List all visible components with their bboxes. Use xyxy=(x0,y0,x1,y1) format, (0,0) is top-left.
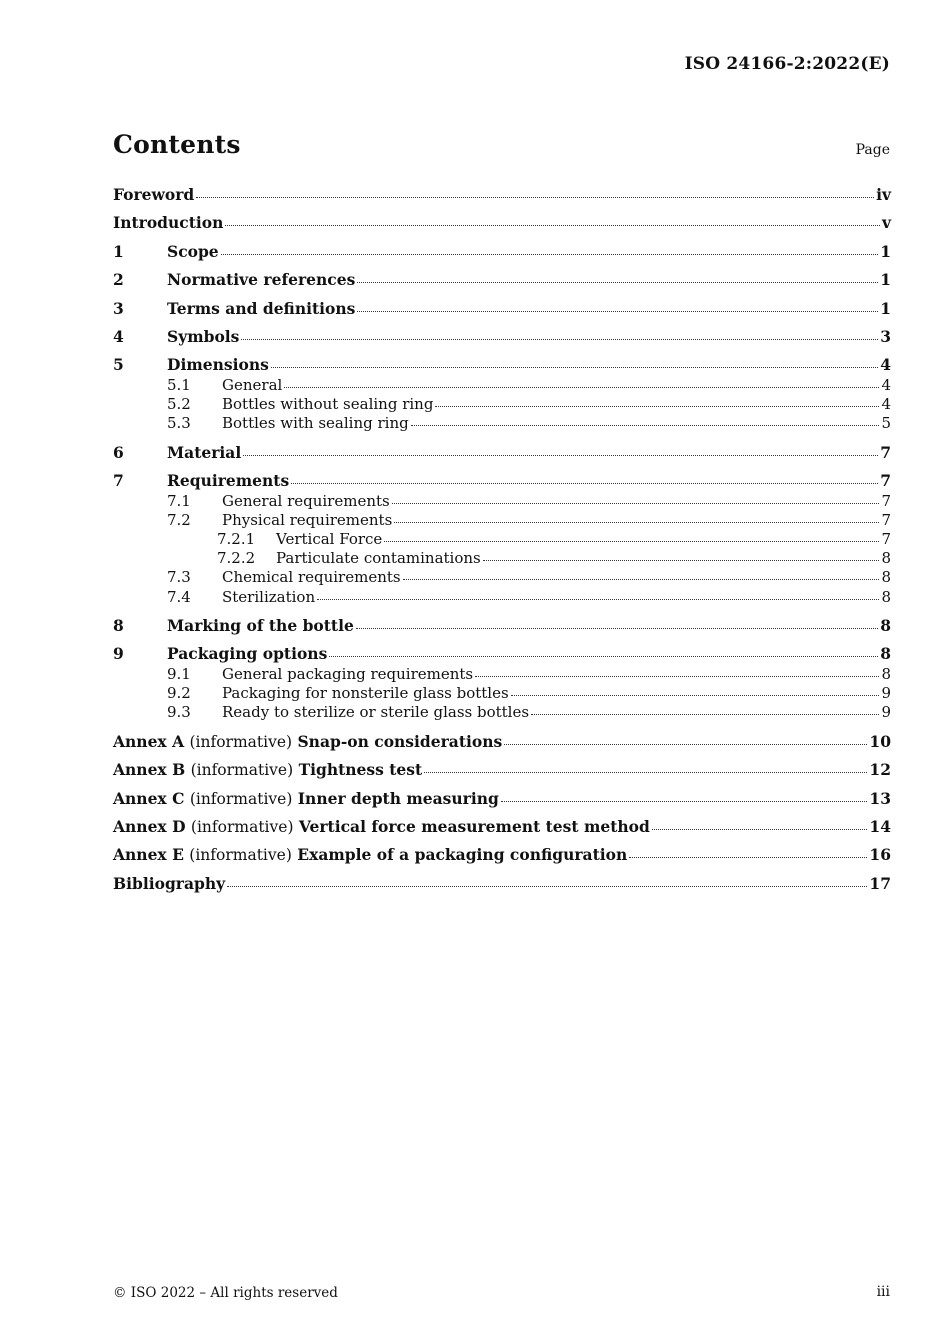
toc-entry-title: Vertical Force xyxy=(276,530,383,548)
toc-entry-page: 16 xyxy=(869,845,891,865)
toc-entry-number: 9.2 xyxy=(167,684,191,703)
toc-entry-number: 7.3 xyxy=(167,568,191,587)
dot-leader xyxy=(243,454,878,456)
toc-entry[interactable] xyxy=(113,185,891,204)
toc-entry-page: 7 xyxy=(880,442,891,462)
toc-entry[interactable] xyxy=(113,874,891,893)
toc-entry[interactable] xyxy=(113,616,891,635)
toc-entry-title: Symbols xyxy=(167,327,240,346)
toc-entry[interactable] xyxy=(113,299,891,318)
toc-entry-page: v xyxy=(881,213,891,233)
toc-entry-page: 7 xyxy=(881,491,891,510)
dot-leader xyxy=(329,655,878,657)
toc-entry-page: 8 xyxy=(880,644,891,664)
dot-leader xyxy=(504,743,867,745)
dot-leader xyxy=(652,828,868,830)
dot-leader xyxy=(227,885,867,887)
page-column-label: Page xyxy=(855,142,890,158)
dot-leader xyxy=(501,800,868,802)
toc-entry-title: Chemical requirements xyxy=(222,568,401,587)
toc-entry-title: Introduction xyxy=(113,213,224,233)
dot-leader xyxy=(629,856,867,858)
annex-type: (informative) xyxy=(189,732,293,751)
dot-leader xyxy=(384,540,879,542)
dot-leader xyxy=(356,627,878,629)
toc-entry-page: 3 xyxy=(880,327,891,346)
toc-entry-title: Scope xyxy=(167,241,219,261)
dot-leader xyxy=(196,196,874,198)
toc-entry-title: Particulate contaminations xyxy=(276,549,481,568)
dot-leader xyxy=(475,675,879,677)
toc-entry-page: 1 xyxy=(880,298,891,318)
toc-entry-page: 4 xyxy=(880,355,891,375)
toc-entry-page: 12 xyxy=(869,760,891,780)
page-title: Contents xyxy=(113,130,241,159)
dot-leader xyxy=(225,224,880,226)
copyright-notice: © ISO 2022 – All rights reserved xyxy=(113,1285,338,1301)
dot-leader xyxy=(511,694,880,696)
toc-entry-number: 7.2.2 xyxy=(217,549,256,568)
toc-annex-heading xyxy=(113,732,502,751)
toc-entry[interactable] xyxy=(113,817,891,836)
toc-entry-page: 8 xyxy=(881,587,891,606)
toc-entry[interactable] xyxy=(113,355,891,374)
annex-label: Annex B xyxy=(113,760,186,780)
toc-entry[interactable] xyxy=(113,644,891,663)
toc-entry-page: 9 xyxy=(881,684,891,703)
dot-leader xyxy=(241,338,878,340)
toc-entry-page: 8 xyxy=(881,664,891,683)
toc-entry-title: General packaging requirements xyxy=(222,664,474,683)
annex-label: Annex E xyxy=(113,845,184,865)
toc-entry-page: iv xyxy=(876,185,891,204)
toc-entry-number: 7.4 xyxy=(167,587,191,606)
toc-entry[interactable] xyxy=(113,789,891,808)
toc-entry[interactable] xyxy=(113,492,891,510)
toc-entry-number: 7 xyxy=(113,471,124,491)
toc-entry-page: 1 xyxy=(880,270,891,290)
dot-leader xyxy=(411,424,880,426)
dot-leader xyxy=(317,598,879,600)
dot-leader xyxy=(424,771,867,773)
toc-entry-number: 6 xyxy=(113,442,124,462)
toc-entry[interactable] xyxy=(113,703,891,721)
toc-entry-number: 1 xyxy=(113,241,124,261)
dot-leader xyxy=(291,482,878,484)
toc-entry[interactable] xyxy=(113,760,891,779)
toc-entry-title: Bottles with sealing ring xyxy=(222,414,409,433)
toc-entry-title: Dimensions xyxy=(167,355,269,375)
toc-entry-page: 10 xyxy=(869,731,891,751)
toc-entry[interactable] xyxy=(113,414,891,432)
toc-entry[interactable] xyxy=(113,549,891,567)
toc-entry-title: Foreword xyxy=(113,185,195,204)
annex-title: Tightness test xyxy=(298,760,423,780)
toc-entry-title: Bottles without sealing ring xyxy=(222,395,434,414)
annex-type: (informative) xyxy=(189,789,293,808)
annex-title: Example of a packaging configuration xyxy=(297,845,628,865)
page-number: iii xyxy=(876,1284,890,1300)
toc-entry-page: 4 xyxy=(881,395,891,414)
toc-entry-number: 5.3 xyxy=(167,414,191,433)
annex-title: Inner depth measuring xyxy=(297,788,499,808)
toc-entry[interactable] xyxy=(113,327,891,346)
toc-entry-number: 9.3 xyxy=(167,703,191,722)
dot-leader xyxy=(403,578,880,580)
toc-entry[interactable] xyxy=(113,568,891,586)
toc-entry-number: 5.1 xyxy=(167,375,191,394)
toc-annex-heading xyxy=(113,817,650,836)
toc-entry-title: Normative references xyxy=(167,270,356,290)
toc-annex-heading xyxy=(113,845,627,864)
toc-entry-page: 13 xyxy=(869,788,891,808)
toc-entry-page: 17 xyxy=(869,873,891,893)
toc-entry-title: Bibliography xyxy=(113,873,226,893)
toc-entry[interactable] xyxy=(113,471,891,490)
toc-entry-title: Packaging for nonsterile glass bottles xyxy=(222,684,509,703)
toc-annex-heading xyxy=(113,760,422,779)
toc-entry[interactable] xyxy=(113,588,891,606)
toc-entry-page: 1 xyxy=(880,241,891,261)
toc-entry-number: 8 xyxy=(113,616,124,635)
toc-entry-title: Ready to sterilize or sterile glass bottles xyxy=(222,703,530,722)
toc-entry[interactable] xyxy=(113,376,891,394)
toc-entry-title: General xyxy=(222,375,283,394)
toc-entry-page: 8 xyxy=(881,568,891,587)
toc-entry-title: Marking of the bottle xyxy=(167,616,354,635)
toc-entry-title: Packaging options xyxy=(167,644,328,664)
toc-entry[interactable] xyxy=(113,665,891,683)
toc-entry-number: 7.2.1 xyxy=(217,530,256,548)
toc-entry-page: 7 xyxy=(880,471,891,491)
toc-entry-number: 7.1 xyxy=(167,491,191,510)
toc-entry-page: 5 xyxy=(881,414,891,433)
annex-label: Annex C xyxy=(113,788,185,808)
toc-entry-page: 7 xyxy=(881,530,891,548)
toc-entry[interactable] xyxy=(113,242,891,261)
toc-entry-number: 2 xyxy=(113,270,124,290)
toc-entry[interactable] xyxy=(113,684,891,702)
toc-entry-number: 9 xyxy=(113,644,124,664)
dot-leader xyxy=(483,559,880,561)
dot-leader xyxy=(271,366,878,368)
dot-leader xyxy=(357,310,878,312)
toc-entry-title: Physical requirements xyxy=(222,510,393,529)
toc-entry-number: 9.1 xyxy=(167,664,191,683)
toc-entry-page: 14 xyxy=(869,816,891,836)
toc-entry[interactable] xyxy=(113,213,891,232)
toc-entry-number: 3 xyxy=(113,298,124,318)
toc-entry-number: 5 xyxy=(113,355,124,375)
toc-entry[interactable] xyxy=(113,270,891,289)
toc-entry[interactable] xyxy=(113,845,891,864)
toc-entry[interactable] xyxy=(113,732,891,751)
toc-entry-title: Terms and definitions xyxy=(167,298,356,318)
annex-label: Annex A xyxy=(113,731,185,751)
toc-entry-page: 8 xyxy=(880,616,891,635)
toc-entry-page: 7 xyxy=(881,510,891,529)
dot-leader xyxy=(284,386,879,388)
toc-entry[interactable] xyxy=(113,530,891,548)
toc-entry-page: 4 xyxy=(881,375,891,394)
annex-title: Snap-on considerations xyxy=(297,731,503,751)
toc-entry-title: Requirements xyxy=(167,471,290,491)
toc-entry-title: Material xyxy=(167,442,242,462)
toc-entry[interactable] xyxy=(113,395,891,413)
dot-leader xyxy=(531,713,879,715)
annex-type: (informative) xyxy=(190,761,294,780)
dot-leader xyxy=(435,405,879,407)
annex-type: (informative) xyxy=(189,846,292,865)
toc-entry-number: 5.2 xyxy=(167,395,191,414)
dot-leader xyxy=(394,521,879,523)
toc-entry[interactable] xyxy=(113,443,891,462)
annex-title: Vertical force measurement test method xyxy=(298,816,650,836)
toc-entry-number: 7.2 xyxy=(167,510,191,529)
toc-annex-heading xyxy=(113,789,499,808)
dot-leader xyxy=(221,253,879,255)
toc-entry-page: 9 xyxy=(881,703,891,722)
toc-entry-title: Sterilization xyxy=(222,587,316,606)
toc-entry[interactable] xyxy=(113,511,891,529)
annex-label: Annex D xyxy=(113,816,186,836)
annex-type: (informative) xyxy=(190,817,294,836)
dot-leader xyxy=(392,502,880,504)
toc-entry-title: General requirements xyxy=(222,491,390,510)
toc-entry-number: 4 xyxy=(113,327,124,346)
dot-leader xyxy=(357,281,878,283)
document-id: ISO 24166-2:2022(E) xyxy=(684,54,890,74)
toc-entry-page: 8 xyxy=(881,549,891,568)
